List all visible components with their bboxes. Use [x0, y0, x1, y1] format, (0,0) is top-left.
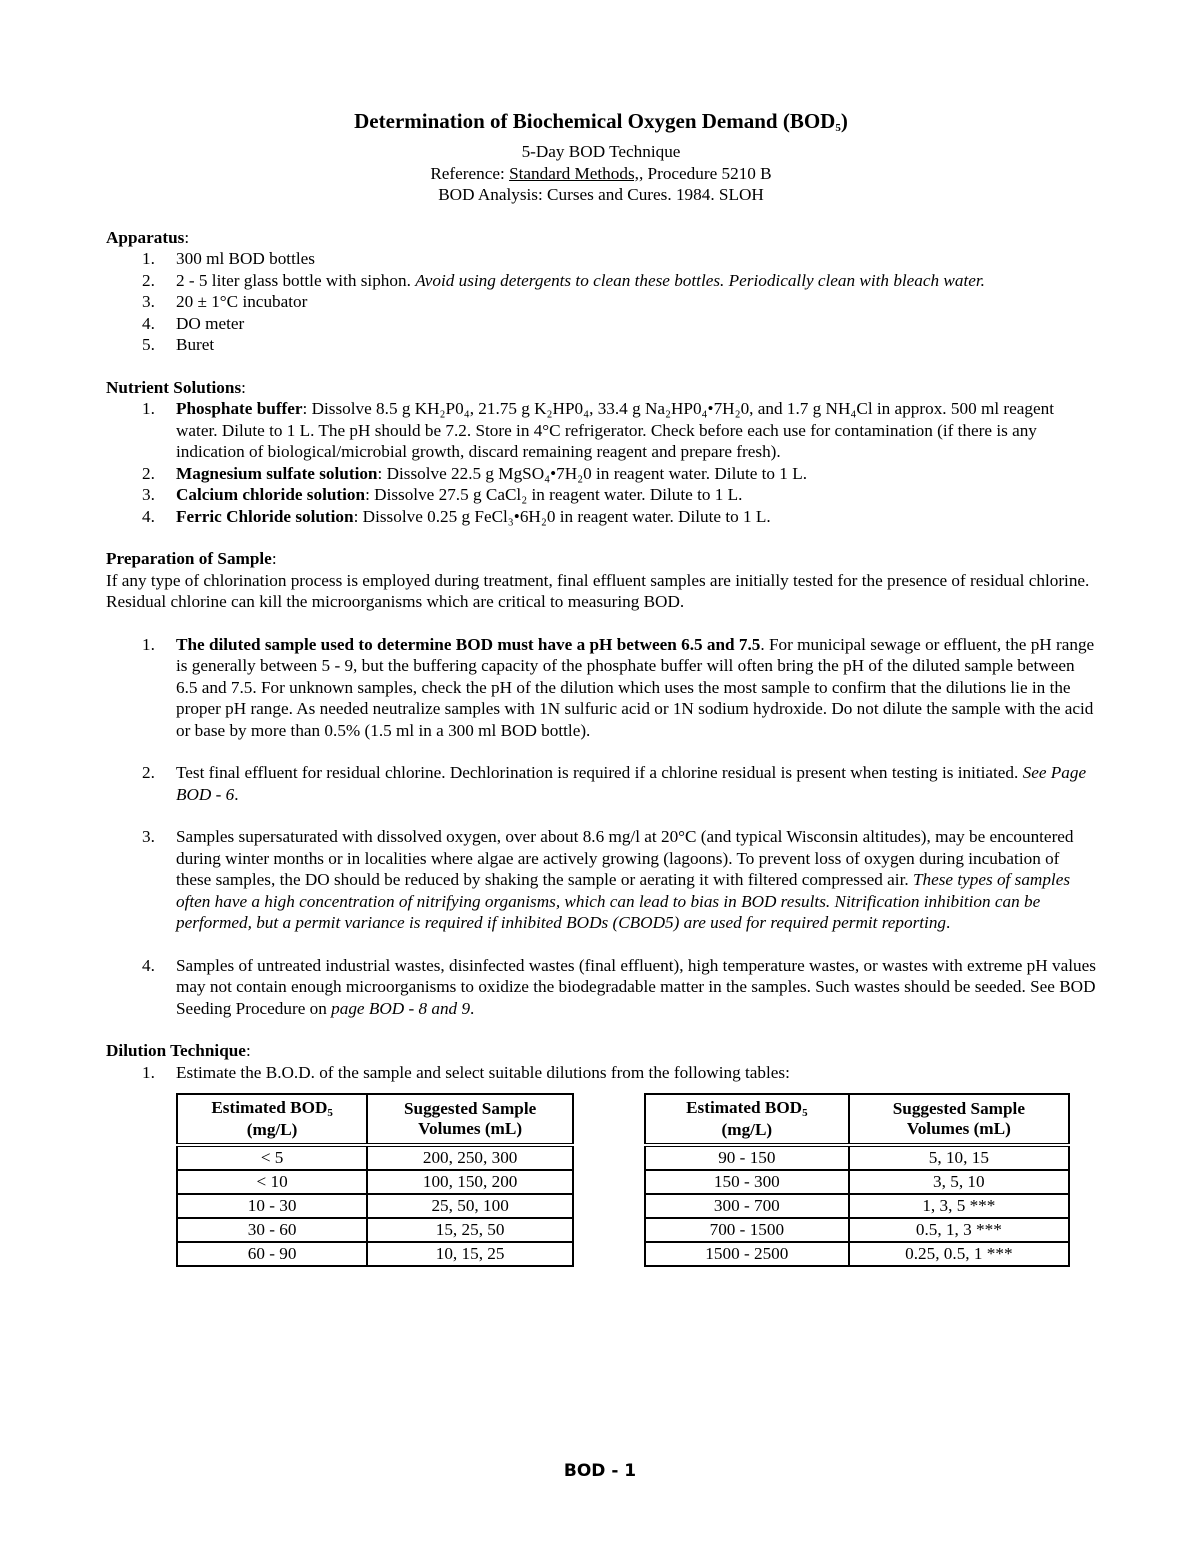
volumes-cell: 200, 250, 300 [367, 1145, 573, 1170]
list-item: 5. Buret [142, 335, 215, 354]
dilution-table-high [644, 1093, 1070, 1267]
list-item: 2. Test final effluent for residual chlorine. Dechlorination is required if a chlorine residual is present when testing is initiated. See Page BOD - 6. [142, 763, 1087, 804]
bod-range-cell: 700 - 1500 [645, 1218, 849, 1242]
table-row [177, 1145, 573, 1170]
table-row [177, 1170, 573, 1194]
document-title: Determination of Biochemical Oxygen Demand $(BOD_5)$ [354, 109, 848, 134]
apparatus-heading: Apparatus: [106, 227, 190, 247]
apparatus-list [106, 248, 1096, 356]
bod-range-cell: < 10 [177, 1170, 367, 1194]
table-header-row [645, 1094, 1069, 1145]
bod-range-cell: 90 - 150 [645, 1145, 849, 1170]
list-item: 1. Estimate the B.O.D. of the sample and select suitable dilutions from the following tables: [142, 1062, 790, 1082]
page-number: BOD - 1 [563, 1461, 637, 1481]
bod-range-cell: < 5 [177, 1145, 367, 1170]
table-row [645, 1170, 1069, 1194]
table-row [645, 1242, 1069, 1266]
document-page [106, 108, 1096, 1273]
preparation-list [106, 634, 1096, 1020]
preparation-heading: Preparation of Sample: [106, 549, 277, 568]
preparation-intro: If any type of chlorination process is employed during treatment, final effluent samples are initially tested for the presence of residual chlorine. Residual chlorine can kill the microorganisms which are critical to measuring BOD. [106, 570, 1090, 611]
list-item: 1. The diluted sample used to determine BOD must have a pH between 6.5 and 7.5. For municipal sewage or effluent, the pH range is generally between 5 - 9, but the buffering capacity of the phosphate buffer will often bring the pH of the diluted sample between 6.5 and 7.5. For unknown samples, check the pH of the dilution which uses the most sample to confirm that the dilutions lie in the proper pH range. As needed neutralize samples with 1N sulfuric acid or 1N sodium hydroxide. Do not dilute the sample with the acid or base by more than 0.5% (1.5 ml in a 300 ml BOD bottle). [142, 634, 1095, 740]
dilution-table-low [176, 1093, 574, 1267]
list-item: 2. 2 - 5 liter glass bottle with siphon. Avoid using detergents to clean these bottles. Periodically clean with bleach water. [142, 270, 985, 290]
list-item: 3. 20 ± 1°C incubator [142, 292, 308, 311]
dilution-heading: Dilution Technique: [106, 1041, 251, 1060]
table-row [645, 1218, 1069, 1242]
table-row [645, 1194, 1069, 1218]
table-row [177, 1218, 573, 1242]
volumes-cell: 0.5, 1, 3 *** [849, 1218, 1069, 1242]
volumes-cell: 25, 50, 100 [367, 1194, 573, 1218]
volumes-cell: 0.25, 0.5, 1 *** [849, 1242, 1069, 1266]
list-item: 4. Samples of untreated industrial wastes, disinfected wastes (final effluent), high temperature wastes, or wastes with extreme pH values may not contain enough microorganisms to oxidize the biodegradable matter in the samples. Such wastes should be seeded. See BOD Seeding Procedure on page BOD - 8 and 9. [142, 955, 1096, 1018]
volumes-cell: 15, 25, 50 [367, 1218, 573, 1242]
table-row [645, 1145, 1069, 1170]
col-estimated-bod: Estimated $BOD_5$ (mg/L) [645, 1094, 849, 1145]
table-row [177, 1194, 573, 1218]
nutrient-list [106, 398, 1096, 527]
standard-methods-link: Standard Methods, [509, 163, 639, 183]
bod-range-cell: 60 - 90 [177, 1242, 367, 1266]
list-item: 1. 300 ml BOD bottles [142, 249, 315, 268]
bod-range-cell: 10 - 30 [177, 1194, 367, 1218]
volumes-cell: 100, 150, 200 [367, 1170, 573, 1194]
bod-range-cell: 150 - 300 [645, 1170, 849, 1194]
table-header-row [177, 1094, 573, 1145]
list-item: 3. Samples supersaturated with dissolved oxygen, over about 8.6 mg/l at 20°C (and typical Wisconsin altitudes), may be encountered during winter months or in localities where algae are actively growing (lagoons). To prevent loss of oxygen during incubation of these samples, the DO should be reduced by shaking the sample or aerating it with filtered compressed air. These types of samples often have a high concentration of nitrifying organisms, which can lead to bias in BOD results. Nitrification inhibition can be performed, but a permit variance is required if inhibited BODs (CBOD5) are used for required permit reporting. [142, 827, 1074, 932]
bod-range-cell: 300 - 700 [645, 1194, 849, 1218]
list-item: 2. Magnesium sulfate solution: Dissolve 22.5 g MgSO₄•7H₂0 in reagent water. Dilute to 1 L. [142, 463, 807, 483]
bod-range-cell: 1500 - 2500 [645, 1242, 849, 1266]
col-suggested-volumes: Suggested Sample Volumes (mL) [849, 1094, 1069, 1145]
dilution-list [106, 1062, 1096, 1084]
source-line: BOD Analysis: Curses and Cures. 1984. SLOH [438, 185, 764, 204]
reference-line: Reference: Standard Methods,, Procedure 5210 B [430, 163, 772, 183]
nutrient-heading: Nutrient Solutions: [106, 377, 246, 397]
list-item: 3. Calcium chloride solution: Dissolve 27.5 g CaCl₂ in reagent water. Dilute to 1 L. [142, 485, 743, 504]
volumes-cell: 1, 3, 5 *** [849, 1194, 1069, 1218]
col-estimated-bod: Estimated $BOD_5$ (mg/L) [177, 1094, 367, 1145]
list-item: 4. DO meter [142, 313, 245, 333]
volumes-cell: 5, 10, 15 [849, 1145, 1069, 1170]
table-row [177, 1242, 573, 1266]
col-suggested-volumes: Suggested Sample Volumes (mL) [367, 1094, 573, 1145]
list-item: 1. Phosphate buffer: Dissolve 8.5 g KH₂P0₄, 21.75 g K₂HP0₄, 33.4 g Na₂HP0₄•7H₂0, and 1.7 g NH₄Cl in approx. 500 ml reagent water. Dilute to 1 L. The pH should be 7.2. Store in 4°C refrigerator. Check before each use for contamination (if there is any indication of biological/microbial growth, discard remaining reagent and prepare fresh). [142, 399, 1054, 461]
volumes-cell: 10, 15, 25 [367, 1242, 573, 1266]
bod-range-cell: 30 - 60 [177, 1218, 367, 1242]
list-item: 4. Ferric Chloride solution: Dissolve 0.25 g FeCl₃•6H₂0 in reagent water. Dilute to 1 L. [142, 506, 771, 526]
volumes-cell: 3, 5, 10 [849, 1170, 1069, 1194]
dilution-tables [106, 1093, 1096, 1273]
subtitle: 5-Day BOD Technique [521, 142, 681, 161]
